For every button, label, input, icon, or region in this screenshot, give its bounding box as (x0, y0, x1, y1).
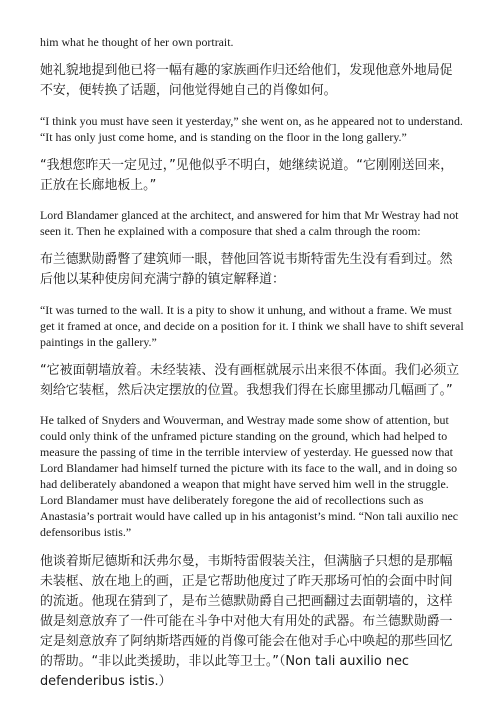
paragraph-english-3: Lord Blandamer glanced at the architect, and answered for him that Mr Westray had not seen it. Then he explained with a composure that shed a calm through the room: (40, 208, 459, 238)
paragraph-chinese-5: 他谈着斯尼德斯和沃弗尔曼，韦斯特雷假装关注，但满脑子只想的是那幅未装框、放在地上的画，正是它帮助他度过了昨天那场可怕的会面中时间的流逝。他现在猜到了，是布兰德默勋爵自己把画翻过去面朝墙的，这样做是刻意放弃了一件可能在斗争中对他大有用处的武器。布兰德默勋爵一定是刻意放弃了阿纳斯塔西娅的肖像可能会在他对手心中唤起的那些回忆的帮助。“非以此类援助，非以此等卫士。”（Non tali auxilio nec defenderibus istis.） (40, 554, 453, 689)
paragraph-chinese-4: “它被面朝墙放着。未经装裱、没有画框就展示出来很不体面。我们必须立刻给它装框，然后决定摆放的位置。我想我们得在长廊里挪动几幅画了。” (40, 363, 460, 398)
document-page (40, 34, 465, 692)
paragraph-chinese-2: “我想您昨天一定见过，”见他似乎不明白，她继续说道。“它刚刚送回来，正放在长廊地板上。” (40, 158, 454, 193)
paragraph-chinese-1: 她礼貌地提到他已将一幅有趣的家族画作归还给他们，发现他意外地局促不安，便转换了话题，问他觉得她自己的肖像如何。 (40, 63, 453, 98)
paragraph-english-2: “I think you must have seen it yesterday,” she went on, as he appeared not to understand. “It has only just come home, and is standing on the floor in the long gallery.” (40, 114, 463, 144)
paragraph-english-4: “It was turned to the wall. It is a pity to show it unhung, and without a frame. We must get it framed at once, and decide on a position for it. I think we shall have to shift several paintings in the gallery.” (40, 303, 464, 349)
paragraph-chinese-3: 布兰德默勋爵瞥了建筑师一眼，替他回答说韦斯特雷先生没有看到过。然后他以某种使房间充满宁静的镇定解释道： (40, 252, 453, 287)
paragraph-english-5: He talked of Snyders and Wouverman, and Westray made some show of attention, but could only think of the unframed picture standing on the ground, which had helped to measure the passing of time in the terrible interview of yesterday. He guessed now that Lord Blandamer had himself turned the picture with its face to the wall, and in doing so had deliberately abandoned a weapon that might have served him well in the struggle. Lord Blandamer must have deliberately foregone the aid of recollections such as Anastasia’s portrait would have called up in his antagonist’s mind. “Non tali auxilio nec defensoribus istis.” (40, 413, 459, 539)
paragraph-english-1: him what he thought of her own portrait. (40, 35, 234, 49)
